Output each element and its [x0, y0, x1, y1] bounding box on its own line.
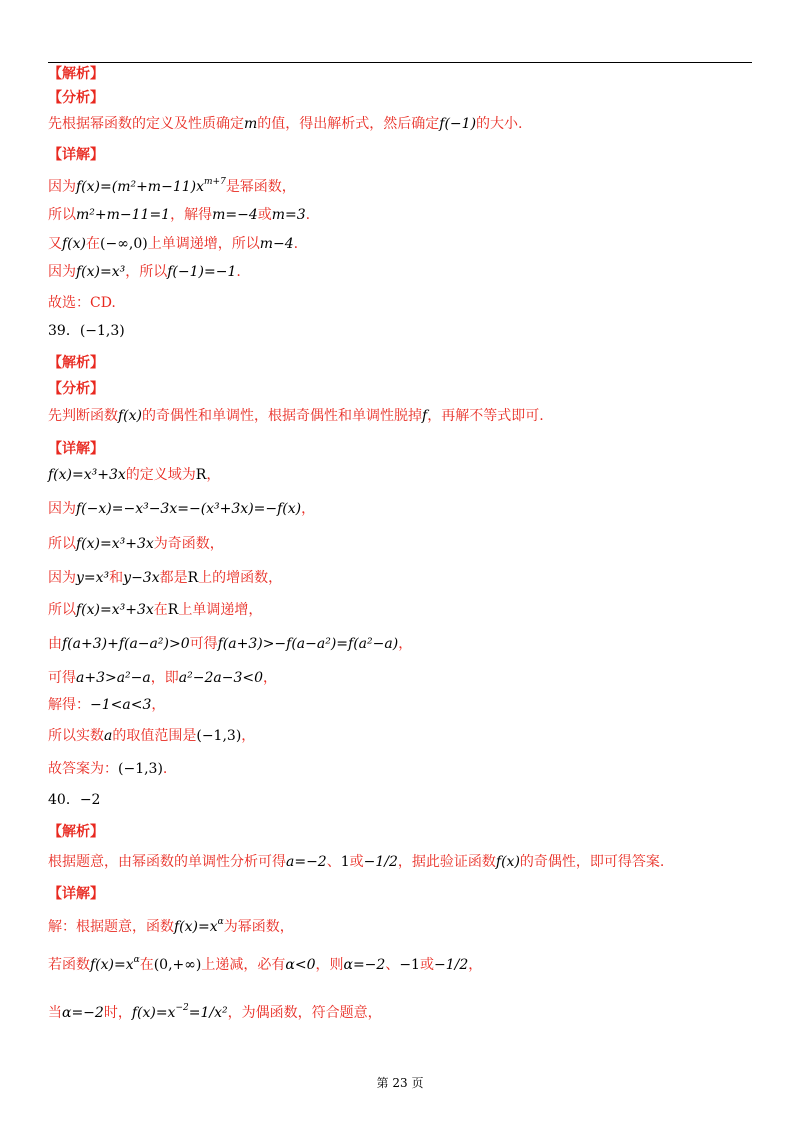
explanation-text: 的奇偶性，即可得答案. [519, 854, 665, 870]
solution-line [48, 634, 412, 654]
solution-line [48, 790, 100, 810]
explanation-text: ， [301, 501, 316, 517]
math-expression: f(x)=(m²+m−11)x [76, 179, 204, 195]
section-tag: 【解析】 [48, 355, 104, 371]
solution-line [48, 353, 104, 373]
explanation-text: 或 [349, 854, 364, 870]
explanation-text: 因为 [48, 570, 76, 586]
explanation-text: ， [206, 467, 221, 483]
math-expression: f(x)=x [174, 919, 218, 935]
math-expression: f(−1)=−1 [167, 264, 237, 280]
top-rule [48, 62, 752, 63]
math-expression: m [244, 116, 258, 132]
explanation-text: ，据此验证函数 [397, 854, 496, 870]
math-expression: −2 [79, 792, 101, 808]
math-expression: R [187, 570, 199, 586]
explanation-text: 由 [48, 636, 62, 652]
explanation-text: 为幂函数， [223, 919, 294, 935]
explanation-text: 解：根据题意，函数 [48, 919, 174, 935]
explanation-text: 又 [48, 236, 62, 252]
math-expression: α<0 [285, 957, 316, 973]
explanation-text: ，解得 [170, 207, 213, 223]
math-expression: (0,+∞) [153, 957, 202, 973]
solution-line [48, 568, 282, 588]
explanation-text: 的值，得出解析式，然后确定 [257, 116, 440, 132]
explanation-text: . [305, 207, 311, 223]
solution-line [48, 64, 104, 84]
solution-line [48, 822, 104, 842]
explanation-text: ，为偶函数，符合题意， [227, 1005, 382, 1021]
math-expression: R [195, 467, 207, 483]
math-expression: 1 [340, 854, 350, 870]
math-expression: (−1,3) [196, 728, 242, 744]
math-expression: α=−2 [343, 957, 386, 973]
math-expression: (−1,3) [79, 323, 125, 339]
math-expression: −1<a<3 [90, 697, 152, 713]
math-expression: a²−2a−3<0 [178, 670, 263, 686]
solution-line [48, 262, 241, 282]
explanation-text: 上的增函数， [198, 570, 283, 586]
explanation-text: 的取值范围是 [112, 728, 197, 744]
math-expression: m−4 [259, 236, 294, 252]
math-expression: −1/2 [363, 854, 398, 870]
explanation-text: 可得 [189, 636, 218, 652]
explanation-text: 可得 [48, 670, 76, 686]
explanation-text: ，即 [150, 670, 179, 686]
explanation-text: 在 [86, 236, 101, 252]
solution-line [48, 439, 104, 459]
math-expression: (−1,3) [118, 761, 163, 777]
solution-line [48, 668, 277, 688]
solution-line [48, 950, 482, 975]
explanation-text: 根据题意，由幂函数的单调性分析可得 [48, 854, 286, 870]
solution-line [48, 600, 262, 620]
math-expression: −1/2 [433, 957, 469, 973]
solution-line [48, 234, 298, 254]
explanation-text: 上单调递增， [178, 602, 263, 618]
solution-line [48, 145, 104, 165]
explanation-text: ， [151, 697, 166, 713]
explanation-text: ， [262, 670, 277, 686]
solution-line [48, 321, 125, 341]
solution-line [48, 499, 315, 519]
explanation-text: 或 [419, 957, 434, 973]
explanation-text: 若函数 [48, 957, 90, 973]
math-expression: f(x) [495, 854, 520, 870]
solution-line [48, 884, 104, 904]
section-tag: 【详解】 [48, 441, 104, 457]
solution-line [48, 88, 104, 108]
explanation-text: 故选：CD. [48, 295, 116, 311]
solution-line [48, 379, 104, 399]
solution-line [48, 912, 294, 937]
math-expression: =1/x² [188, 1005, 228, 1021]
solution-line [48, 205, 310, 225]
explanation-text: 因为 [48, 501, 76, 517]
explanation-text: 先根据幂函数的定义及性质确定 [48, 116, 244, 132]
math-expression: m=−4 [212, 207, 258, 223]
explanation-text: ， [241, 728, 256, 744]
explanation-text: ，所以 [125, 264, 168, 280]
section-tag: 【解析】 [48, 66, 104, 82]
explanation-text: 或 [257, 207, 272, 223]
solution-line [48, 998, 382, 1023]
explanation-text: 所以 [48, 207, 76, 223]
explanation-text: ，则 [315, 957, 344, 973]
explanation-text: 、 [385, 957, 400, 973]
math-expression: 39． [48, 323, 80, 339]
explanation-text: 先判断函数 [48, 408, 118, 424]
explanation-text: 当 [48, 1005, 62, 1021]
math-expression: f(x) [118, 408, 143, 424]
math-expression: −1 [399, 957, 420, 973]
solution-line [48, 695, 165, 715]
math-expression: y−3x [123, 570, 160, 586]
math-expression: α=−2 [62, 1005, 104, 1021]
explanation-text: 所以实数 [48, 728, 104, 744]
section-tag: 【解析】 [48, 824, 104, 840]
page-number: 第 23 页 [376, 1076, 424, 1090]
solution-line [48, 534, 224, 554]
explanation-text: ， [468, 957, 483, 973]
explanation-text: 因为 [48, 264, 76, 280]
explanation-text: 所以 [48, 536, 76, 552]
solution-line [48, 172, 296, 197]
math-expression: m²+m−11=1 [76, 207, 171, 223]
math-expression: f(x)=x³+3x [76, 536, 154, 552]
math-expression: f(a+3)>−f(a−a²)=f(a²−a) [217, 636, 399, 652]
explanation-text: 为奇函数， [153, 536, 224, 552]
math-expression: a=−2 [286, 854, 327, 870]
explanation-text: 的奇偶性和单调性，根据奇偶性和单调性脱掉 [142, 408, 423, 424]
explanation-text: 时， [103, 1005, 132, 1021]
explanation-text: 故答案为： [48, 761, 118, 777]
section-tag: 【分析】 [48, 90, 104, 106]
math-expression: m=3 [271, 207, 306, 223]
superscript: m+7 [204, 177, 226, 187]
section-tag: 【详解】 [48, 886, 104, 902]
math-expression: (−∞,0) [100, 236, 148, 252]
explanation-text: 在 [139, 957, 154, 973]
solution-line [48, 759, 167, 779]
math-expression: f(x)=x³+3x [76, 602, 154, 618]
math-expression: 40． [48, 792, 80, 808]
explanation-text: 的大小. [476, 116, 523, 132]
explanation-text: 所以 [48, 602, 76, 618]
explanation-text: 和 [109, 570, 124, 586]
section-tag: 【详解】 [48, 147, 104, 163]
math-expression: a+3>a²−a [76, 670, 151, 686]
explanation-text: . [162, 761, 168, 777]
solution-line [48, 465, 220, 485]
superscript: α [133, 955, 140, 965]
explanation-text: 、 [326, 854, 341, 870]
explanation-text: . [236, 264, 241, 280]
math-expression: R [167, 602, 179, 618]
explanation-text: ，再解不等式即可. [427, 408, 544, 424]
math-expression: f(−x)=−x³−3x=−(x³+3x)=−f(x) [76, 501, 302, 517]
solution-line [48, 406, 544, 426]
solution-line [48, 852, 664, 872]
solution-line [48, 293, 116, 313]
section-tag: 【分析】 [48, 381, 104, 397]
math-expression: f(x)=x [131, 1005, 176, 1021]
explanation-text: ， [398, 636, 413, 652]
superscript: −2 [175, 1003, 189, 1013]
solution-line [48, 114, 522, 134]
explanation-text: 解得： [48, 697, 90, 713]
explanation-text: 上单调递增，所以 [147, 236, 260, 252]
superscript: α [217, 917, 224, 927]
explanation-text: 上递减，必有 [201, 957, 286, 973]
math-expression: f(x)=x³+3x [48, 467, 126, 483]
math-expression: f [422, 408, 428, 424]
explanation-text: 的定义域为 [125, 467, 196, 483]
explanation-text: 是幂函数， [225, 179, 296, 195]
solution-line [48, 726, 255, 746]
math-expression: f(x) [62, 236, 87, 252]
math-expression: y=x³ [76, 570, 110, 586]
math-expression: f(x)=x³ [76, 264, 126, 280]
explanation-text: 因为 [48, 179, 76, 195]
math-expression: f(x)=x [90, 957, 134, 973]
explanation-text: . [293, 236, 299, 252]
explanation-text: 都是 [159, 570, 188, 586]
math-expression: f(a+3)+f(a−a²)>0 [62, 636, 190, 652]
explanation-text: 在 [153, 602, 168, 618]
math-expression: f(−1) [439, 116, 477, 132]
math-expression: a [104, 728, 113, 744]
